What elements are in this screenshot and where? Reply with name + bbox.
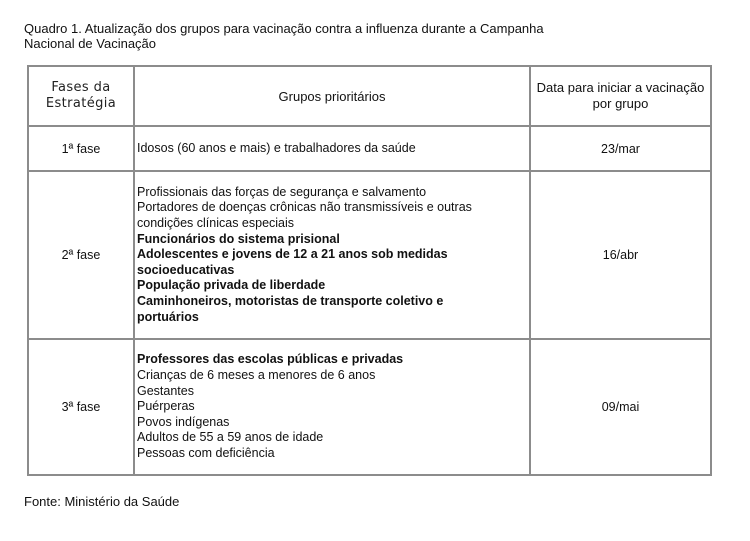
table-row <box>28 171 711 339</box>
fase-cell: 2ª fase <box>28 171 134 339</box>
data-cell: 09/mai <box>530 339 711 475</box>
grupo-item: Funcionários do sistema prisional <box>137 231 340 246</box>
grupo-item: socioeducativas <box>137 262 235 277</box>
header-data-line-1: Data para iniciar a vacinação <box>536 80 705 96</box>
header-fases-line-2: Estratégia <box>45 96 117 111</box>
grupo-item: Pessoas com deficiência <box>137 445 275 460</box>
grupo-item: Caminhoneiros, motoristas de transporte coletivo e <box>137 293 444 308</box>
grupo-item: Puérperas <box>137 399 195 414</box>
caption-line-1: Quadro 1. Atualização dos grupos para vacinação contra a influenza durante a Campanha <box>24 21 544 36</box>
grupo-item: portuários <box>137 309 199 324</box>
fase-cell: 3ª fase <box>28 339 134 475</box>
grupo-item: População privada de liberdade <box>137 278 326 293</box>
data-cell: 16/abr <box>530 171 711 339</box>
header-fases <box>28 66 134 126</box>
header-data-line-2: por grupo <box>592 96 649 111</box>
grupo-item: Idosos (60 anos e mais) e trabalhadores da saúde <box>137 140 416 155</box>
header-fases-line-1: Fases da <box>51 80 111 96</box>
grupos-cell <box>134 171 530 339</box>
table-row <box>28 339 711 475</box>
grupo-item: Adolescentes e jovens de 12 a 21 anos sob medidas <box>137 247 448 262</box>
table-row <box>28 126 711 171</box>
grupos-cell <box>134 339 530 475</box>
grupo-item: Gestantes <box>137 383 194 398</box>
data-cell: 23/mar <box>530 126 711 171</box>
grupo-item: Profissionais das forças de segurança e salvamento <box>137 184 427 199</box>
grupo-item: Crianças de 6 meses a menores de 6 anos <box>137 368 376 383</box>
table-header-row <box>28 66 711 126</box>
fase-cell: 1ª fase <box>28 126 134 171</box>
header-grupos: Grupos prioritários <box>134 66 530 126</box>
grupo-item: condições clínicas especiais <box>137 216 295 231</box>
grupo-item: Adultos de 55 a 59 anos de idade <box>137 430 324 445</box>
source-note: Fonte: Ministério da Saúde <box>24 494 180 509</box>
grupo-item: Professores das escolas públicas e privadas <box>137 352 404 367</box>
grupo-item: Povos indígenas <box>137 414 230 429</box>
vaccination-groups-table <box>27 65 712 476</box>
table-caption <box>24 21 624 51</box>
caption-line-2: Nacional de Vacinação <box>24 36 157 51</box>
header-data <box>530 66 711 126</box>
grupo-item: Portadores de doenças crônicas não transmissíveis e outras <box>137 200 472 215</box>
grupos-cell <box>134 126 530 171</box>
